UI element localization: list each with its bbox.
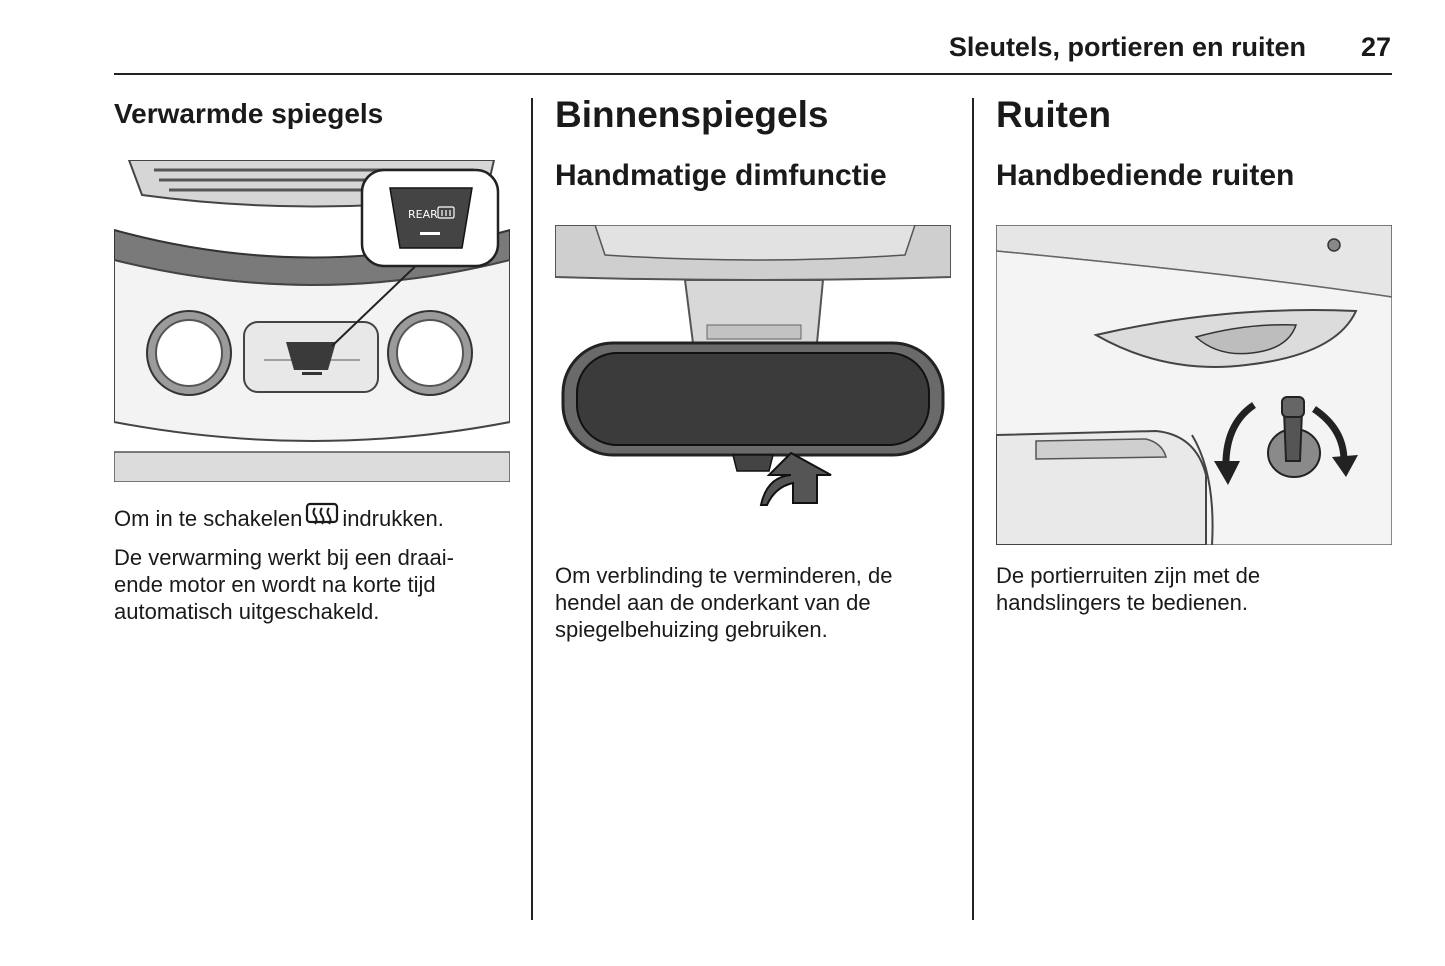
page-number: 27 bbox=[1360, 32, 1391, 62]
heading-heated-mirrors: Verwarmde spiegels bbox=[114, 98, 384, 129]
windows-text bbox=[996, 562, 1394, 616]
rear-defrost-icon bbox=[305, 502, 339, 532]
column-heated-mirrors bbox=[114, 94, 512, 132]
paragraph-switch-on bbox=[114, 502, 512, 532]
interior-mirror-text bbox=[555, 562, 953, 643]
column-windows bbox=[996, 94, 1394, 194]
paragraph-dimming: Om verblinding te verminderen, de hendel aan de onderkant van de spiegelbehuizing gebruiken. bbox=[555, 563, 893, 642]
rear-button-label: REAR bbox=[408, 208, 438, 221]
column-divider bbox=[972, 98, 974, 920]
door-panel-figure bbox=[996, 225, 1392, 545]
subheading-manual-dimming: Handmatige dimfunctie bbox=[555, 159, 887, 192]
heading-interior-mirrors: Binnenspiegels bbox=[555, 94, 829, 135]
paragraph-heating-info: De verwarming werkt bij een draai-ende motor en wordt na korte tijd automatisch uitgeschakeld. bbox=[114, 545, 454, 624]
paragraph-manual-windows: De portierruiten zijn met de handslingers te bedienen. bbox=[996, 563, 1261, 615]
right-knob bbox=[388, 311, 472, 395]
text-switch-on: Om in te schakelen bbox=[114, 506, 303, 531]
subheading-manual-windows: Handbediende ruiten bbox=[996, 159, 1295, 192]
dashboard-figure bbox=[114, 160, 510, 482]
rearview-mirror-figure bbox=[555, 225, 951, 543]
column-divider bbox=[531, 98, 533, 920]
column-interior-mirrors bbox=[555, 94, 953, 194]
left-knob bbox=[147, 311, 231, 395]
section-title: Sleutels, portieren en ruiten bbox=[948, 32, 1306, 62]
text-press: indrukken. bbox=[342, 506, 444, 531]
header-rule bbox=[114, 73, 1392, 75]
heading-windows: Ruiten bbox=[996, 94, 1112, 135]
heated-mirrors-text bbox=[114, 502, 512, 625]
